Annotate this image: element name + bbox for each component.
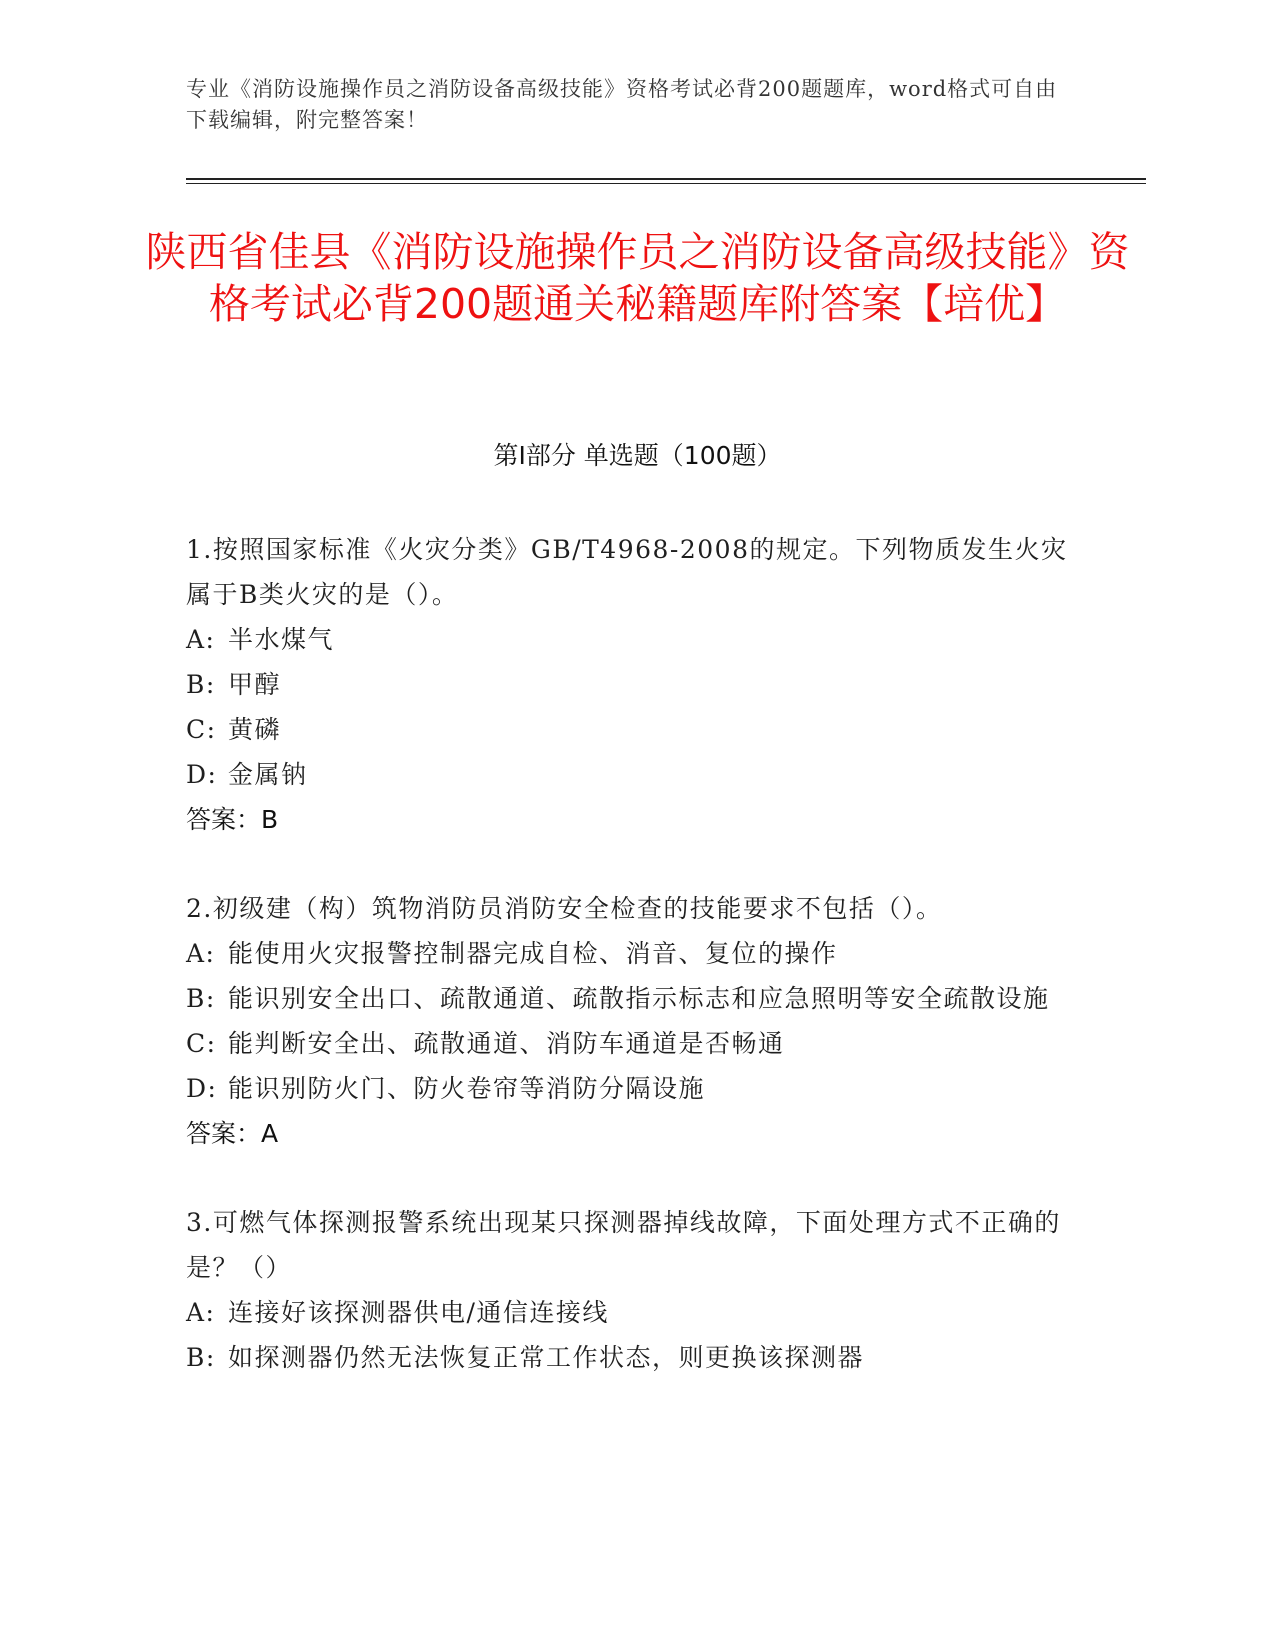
option-b — [186, 662, 1086, 707]
option-c — [186, 1021, 1086, 1066]
header-rule-thick — [186, 178, 1146, 180]
option-text: 半水煤气 — [228, 625, 335, 654]
option-d — [186, 1066, 1086, 1111]
option-key: D: — [186, 1074, 218, 1103]
option-text: 能使用火灾报警控制器完成自检、消音、复位的操作 — [228, 939, 838, 968]
option-key: A: — [186, 625, 216, 654]
option-key: B: — [186, 670, 216, 699]
option-key: C: — [186, 715, 217, 744]
option-text: 能判断安全出、疏散通道、消防车通道是否畅通 — [228, 1029, 785, 1058]
option-key: B: — [186, 1343, 216, 1372]
option-text: 能识别防火门、防火卷帘等消防分隔设施 — [228, 1074, 706, 1103]
header-note: 专业《消防设施操作员之消防设备高级技能》资格考试必背200题题库，word格式可自由下载编辑，附完整答案！ — [186, 77, 1058, 132]
option-b — [186, 976, 1086, 1021]
option-text: 金属钠 — [228, 760, 308, 789]
document-title: 陕西省佳县《消防设施操作员之消防设备高级技能》资格考试必背200题通关秘籍题库附答案【培优】 — [145, 228, 1130, 328]
question-list — [186, 527, 1086, 1424]
question-item — [186, 527, 1086, 842]
option-text: 如探测器仍然无法恢复正常工作状态，则更换该探测器 — [228, 1343, 865, 1372]
option-key: A: — [186, 939, 216, 968]
option-key: D: — [186, 760, 218, 789]
option-text: 连接好该探测器供电/通信连接线 — [228, 1298, 609, 1327]
answer-line: 答案：A — [186, 1119, 279, 1148]
question-stem: 2.初级建（构）筑物消防员消防安全检查的技能要求不包括（）。 — [186, 894, 943, 923]
option-text: 黄磷 — [228, 715, 282, 744]
option-b — [186, 1335, 1086, 1380]
option-a — [186, 931, 1086, 976]
question-item — [186, 886, 1086, 1156]
option-a — [186, 1290, 1086, 1335]
answer-line: 答案：B — [186, 805, 279, 834]
option-d — [186, 752, 1086, 797]
option-key: A: — [186, 1298, 216, 1327]
option-key: C: — [186, 1029, 217, 1058]
option-key: B: — [186, 984, 216, 1013]
option-text: 能识别安全出口、疏散通道、疏散指示标志和应急照明等安全疏散设施 — [228, 984, 1050, 1013]
section-title: 第Ⅰ部分 单选题（100题） — [493, 441, 782, 470]
option-text: 甲醇 — [228, 670, 282, 699]
question-stem: 1.按照国家标准《火灾分类》GB/T4968-2008的规定。下列物质发生火灾属于B类火灾的是（）。 — [186, 535, 1068, 609]
option-c — [186, 707, 1086, 752]
question-item — [186, 1200, 1086, 1380]
header-rule-thin — [186, 183, 1146, 184]
question-stem: 3.可燃气体探测报警系统出现某只探测器掉线故障，下面处理方式不正确的是？（） — [186, 1208, 1061, 1282]
option-a — [186, 617, 1086, 662]
